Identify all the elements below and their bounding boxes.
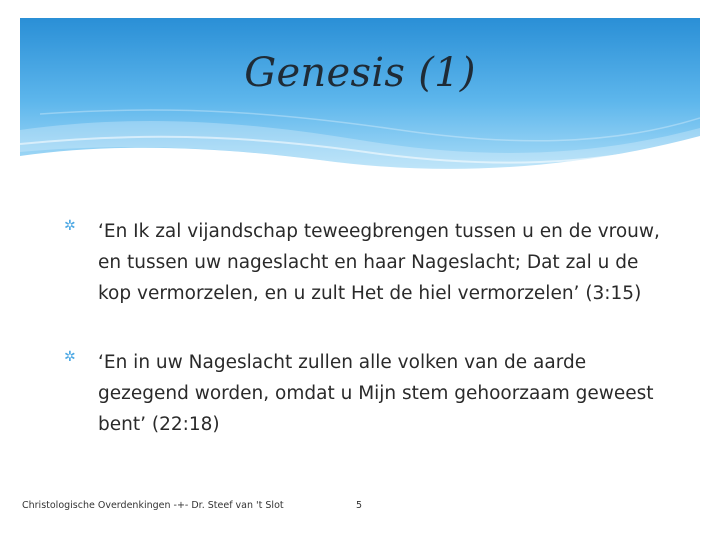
bullet-text: ‘En Ik zal vijandschap teweegbrengen tussen u en de vrouw, en tussen uw nageslacht en haar Nageslacht; Dat zal u de kop vermorzelen, en u zult Het de hiel vermorzelen’ (3:15) (98, 221, 660, 304)
header-wave-graphic (20, 18, 700, 178)
bullet-text: ‘En in uw Nageslacht zullen alle volken van de aarde gezegend worden, omdat u Mijn stem gehoorzaam geweest bent’ (22:18) (98, 352, 654, 435)
asterisk-bullet-icon: ✲ (64, 349, 76, 365)
bullet-list (64, 216, 664, 440)
footer-text: Christologische Overdenkingen -+- Dr. Steef van 't Slot (22, 500, 284, 511)
bullet-item (64, 347, 664, 440)
asterisk-bullet-icon: ✲ (64, 218, 76, 234)
page-number: 5 (356, 500, 363, 511)
bullet-item (64, 216, 664, 309)
header-banner (20, 18, 700, 178)
slide-title: Genesis (1) (244, 50, 476, 96)
